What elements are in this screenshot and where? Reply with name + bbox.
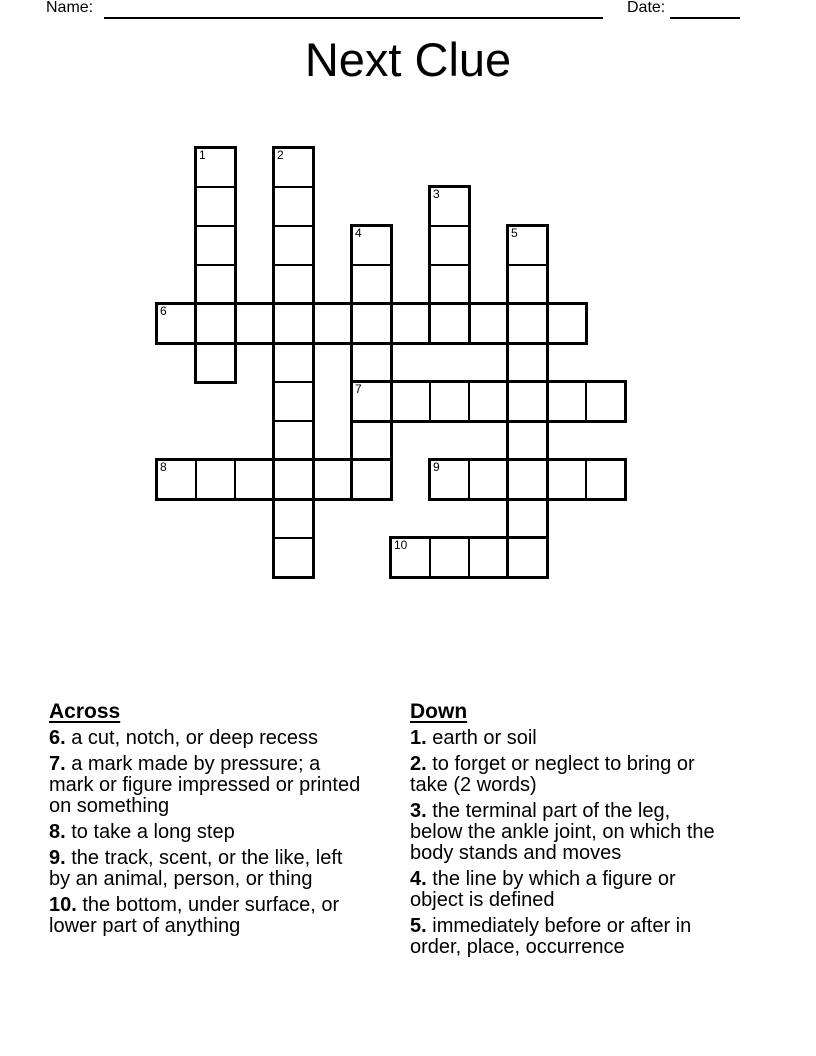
grid-cell [273, 264, 314, 305]
grid-cell-number: 2 [277, 148, 284, 162]
grid-cell [273, 537, 314, 578]
grid-cell [351, 381, 392, 422]
grid-cell-number: 1 [199, 148, 206, 162]
date-fill-line [670, 3, 740, 19]
clue-number: 6. [49, 727, 66, 749]
grid-cell [351, 342, 392, 383]
clue-number: 9. [49, 847, 66, 869]
clue-number: 8. [49, 821, 66, 843]
clue-item [410, 754, 762, 796]
clue-item [410, 869, 762, 911]
grid-cell [507, 537, 548, 578]
grid-cell [273, 147, 314, 188]
grid-cell [585, 381, 626, 422]
down-heading: Down [410, 700, 468, 723]
grid-cell [273, 381, 314, 422]
page-title: Next Clue [304, 33, 512, 86]
grid-cell [312, 459, 353, 500]
grid-cell-number: 3 [433, 187, 440, 201]
clue-item [49, 895, 393, 937]
grid-cell [546, 381, 587, 422]
clue-item [410, 916, 762, 958]
grid-cell-number: 10 [394, 538, 408, 552]
clue-item [49, 728, 393, 749]
grid-cell-number: 8 [160, 460, 167, 474]
grid-cell [234, 303, 275, 344]
grid-cell [351, 303, 392, 344]
clue-text: immediately before or after in order, place, occurrence [410, 915, 692, 958]
grid-cell [195, 459, 236, 500]
grid-cell [507, 381, 548, 422]
clue-number: 3. [410, 800, 427, 822]
grid-cell-number: 9 [433, 460, 440, 474]
across-clues-column [49, 701, 393, 942]
grid-cell [390, 381, 431, 422]
grid-cell [156, 459, 197, 500]
grid-cell [507, 264, 548, 305]
grid-cell [273, 498, 314, 539]
grid-cell [195, 342, 236, 383]
grid-cell [195, 225, 236, 266]
grid-cell [429, 303, 470, 344]
clue-item [49, 754, 393, 817]
grid-cell [390, 303, 431, 344]
name-label: Name: [46, 0, 94, 16]
grid-cell [273, 420, 314, 461]
clue-number: 2. [410, 753, 427, 775]
grid-cell [507, 420, 548, 461]
clue-text: the terminal part of the leg, below the ankle joint, on which the body stands and moves [410, 800, 715, 864]
grid-cell [273, 225, 314, 266]
clue-text: a mark made by pressure; a mark or figure impressed or printed on something [49, 753, 361, 817]
date-label: Date: [627, 0, 666, 16]
clue-text: earth or soil [426, 727, 537, 749]
grid-cell [429, 459, 470, 500]
grid-cell [507, 498, 548, 539]
grid-cell-number: 6 [160, 304, 167, 318]
grid-cell [156, 303, 197, 344]
clue-text: the bottom, under surface, or lower part of anything [49, 894, 340, 937]
grid-cell [390, 537, 431, 578]
grid-cell [234, 459, 275, 500]
clue-number: 10. [49, 894, 77, 916]
crossword-grid [156, 147, 626, 578]
clue-item [410, 728, 762, 749]
grid-cell [468, 303, 509, 344]
grid-cell [429, 225, 470, 266]
grid-cell [429, 537, 470, 578]
grid-cell-number: 4 [355, 226, 362, 240]
down-clue-list [410, 728, 762, 958]
clue-item [49, 848, 393, 890]
grid-cell [351, 459, 392, 500]
grid-cell [195, 264, 236, 305]
grid-cell [507, 225, 548, 266]
clue-text: to take a long step [65, 821, 235, 843]
clue-number: 5. [410, 915, 427, 937]
across-clue-list [49, 728, 393, 937]
grid-cell [546, 459, 587, 500]
down-clues-column [410, 701, 762, 963]
clue-number: 4. [410, 868, 427, 890]
clue-text: a cut, notch, or deep recess [65, 727, 319, 749]
clue-item [410, 801, 762, 864]
grid-cell [195, 147, 236, 188]
clue-item [49, 822, 393, 843]
name-fill-line [104, 3, 603, 19]
grid-cell-number: 7 [355, 382, 362, 396]
grid-cell [273, 459, 314, 500]
grid-cell [273, 303, 314, 344]
grid-cell [429, 381, 470, 422]
grid-cell [351, 225, 392, 266]
clue-number: 7. [49, 753, 66, 775]
grid-cell [468, 459, 509, 500]
grid-cell [507, 459, 548, 500]
grid-cell [468, 381, 509, 422]
grid-cell [546, 303, 587, 344]
grid-cell [429, 264, 470, 305]
grid-cell [273, 342, 314, 383]
grid-cell [507, 342, 548, 383]
clue-text: to forget or neglect to bring or take (2 words) [410, 753, 695, 796]
clue-text: the line by which a figure or object is defined [410, 868, 676, 911]
grid-cell [585, 459, 626, 500]
grid-cell [468, 537, 509, 578]
grid-cell [195, 186, 236, 227]
across-heading: Across [49, 700, 121, 723]
grid-cell-number: 5 [511, 226, 518, 240]
grid-cell [351, 420, 392, 461]
grid-cell [429, 186, 470, 227]
grid-cell [312, 303, 353, 344]
grid-cell [273, 186, 314, 227]
grid-cell [507, 303, 548, 344]
clue-number: 1. [410, 727, 427, 749]
grid-cell [195, 303, 236, 344]
clue-text: the track, scent, or the like, left by an animal, person, or thing [49, 847, 343, 890]
grid-cell [351, 264, 392, 305]
